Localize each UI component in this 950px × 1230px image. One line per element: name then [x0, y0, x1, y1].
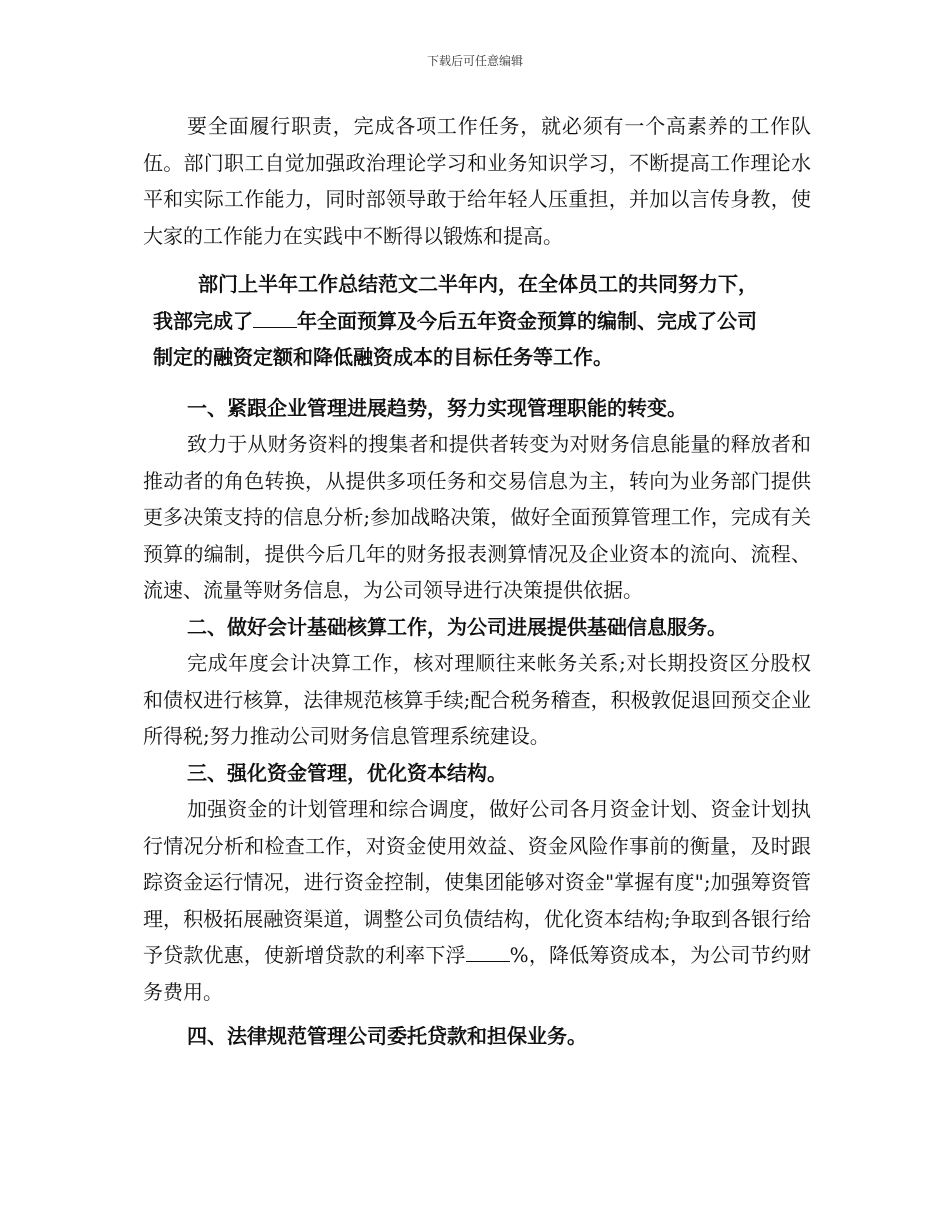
section-1-body: 致力于从财务资料的搜集者和提供者转变为对财务信息能量的释放者和推动者的角色转换，从提供多项任务和交易信息为主，转向为业务部门提供更多决策支持的信息分析;参加战略决策，做好全面预算管理工作，完成有关预算的编制，提供今后几年的财务报表测算情况及企业资本的流向、流程、流速、流量等财务信息，为公司领导进行决策提供依据。: [143, 432, 811, 602]
section-3-heading: 三、强化资金管理，优化资本结构。: [187, 760, 507, 785]
document-body: [143, 108, 811, 1055]
summary-line-2: [143, 303, 811, 340]
year-blank: [253, 309, 297, 328]
rate-blank: [466, 943, 510, 962]
summary-line-3: 制定的融资定额和降低融资成本的目标任务等工作。: [153, 345, 613, 369]
summary-line-2-end: 年全面预算及今后五年资金预算的编制、完成了公司: [297, 308, 757, 333]
page-header: 下载后可任意编辑: [426, 54, 523, 68]
section-2-heading: 二、做好会计基础核算工作，为公司进展提供基础信息服务。: [187, 614, 727, 639]
summary-line-1: 部门上半年工作总结范文二半年内，在全体员工的共同努力下，: [198, 272, 758, 296]
section-3-body: [143, 791, 811, 1010]
section-3-body-start: 加强资金的计划管理和综合调度，做好公司各月资金计划、资金计划执行情况分析和检查工作，对资金使用效益、资金风险作事前的衡量，及时跟踪资金运行情况，进行资金控制，使集团能够对资金"掌握有度";加强筹资管理，积极拓展融资渠道，调整公司负债结构，优化资本结构;争取到各银行给予贷款优惠，使新增贷款的利率下浮: [143, 797, 811, 967]
section-4-heading: 四、法律规范管理公司委托贷款和担保业务。: [187, 1024, 587, 1048]
intro-paragraph: 要全面履行职责，完成各项工作任务，就必须有一个高素养的工作队伍。部门职工自觉加强政治理论学习和业务知识学习，不断提高工作理论水平和实际工作能力，同时部领导敢于给年轻人压重担，并加以言传身教，使大家的工作能力在实践中不断得以锻炼和提高。: [143, 114, 811, 248]
summary-line-2-start: 我部完成了: [153, 308, 253, 333]
section-2-body: 完成年度会计决算工作，核对理顺往来帐务关系;对长期投资区分股权和债权进行核算，法律规范核算手续;配合税务稽查，积极敦促退回预交企业所得税;努力推动公司财务信息管理系统建设。: [143, 651, 811, 748]
section-3-body-end: %，降低筹资成本，为公司节约财务费用。: [143, 943, 812, 1004]
section-1-heading: 一、紧跟企业管理进展趋势，努力实现管理职能的转变。: [187, 395, 687, 420]
summary-bold-paragraph: [143, 266, 811, 376]
